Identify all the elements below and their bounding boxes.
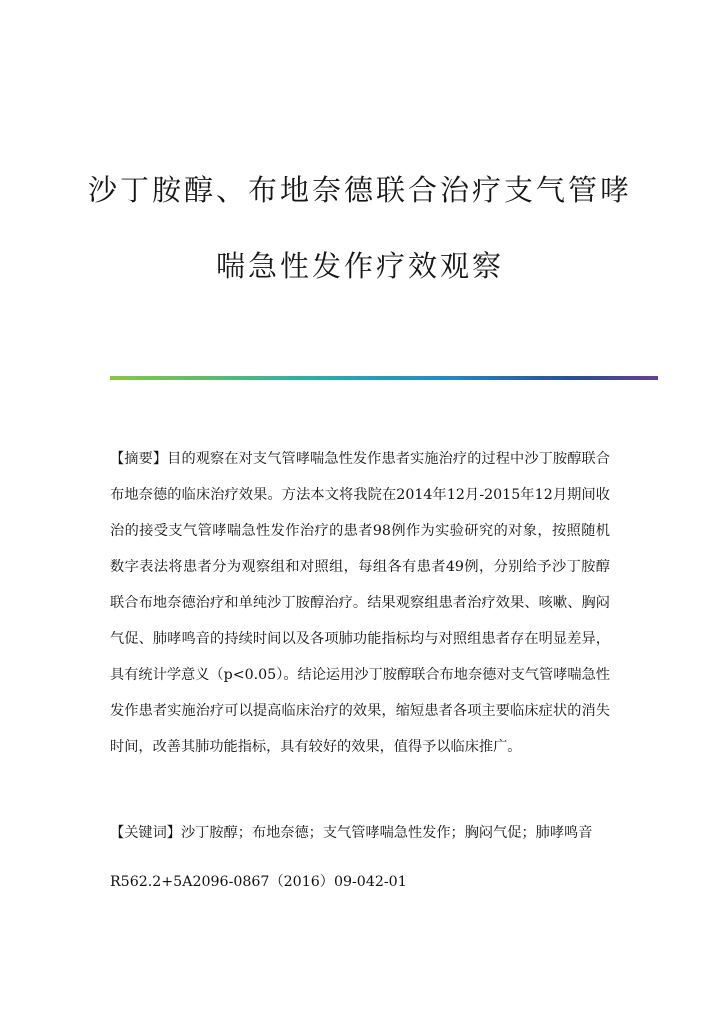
keywords-text: 沙丁胺醇；布地奈德；支气管哮喘急性发作；胸闷气促；肺哮鸣音 [180, 825, 593, 841]
abstract-paragraph [110, 441, 610, 765]
paper-title-line-2: 喘急性发作疗效观察 [215, 249, 504, 283]
paper-title-line-1: 沙丁胺醇、布地奈德联合治疗支气管哮 [87, 173, 632, 207]
abstract-text: 目的观察在对支气管哮喘急性发作患者实施治疗的过程中沙丁胺醇联合布地奈德的临床治疗效果。方法本文将我院在2014年12月-2015年12月期间收治的接受支气管哮喘急性发作治疗的患者98例作为实验研究的对象，按照随机数字表法将患者分为观察组和对照组，每组各有患者49例，分别给予沙丁胺醇联合布地奈德治疗和单纯沙丁胺醇治疗。结果观察组患者治疗效果、咳嗽、胸闷气促、肺哮鸣音的持续时间以及各项肺功能指标均与对照组患者存在明显差异，具有统计学意义（p<0.05）。结论运用沙丁胺醇联合布地奈德对支气管哮喘急性发作患者实施治疗可以提高临床治疗的效果，缩短患者各项主要临床症状的消失时间，改善其肺功能指标，具有较好的效果，值得予以临床推广。 [110, 451, 610, 755]
abstract-label: 【摘要】 [110, 451, 168, 467]
keywords-line [110, 822, 610, 844]
classification-code: R562.2+5A2096-0867（2016）09-042-01 [110, 874, 407, 890]
keywords-label: 【关键词】 [110, 825, 181, 841]
gradient-divider [110, 376, 658, 380]
